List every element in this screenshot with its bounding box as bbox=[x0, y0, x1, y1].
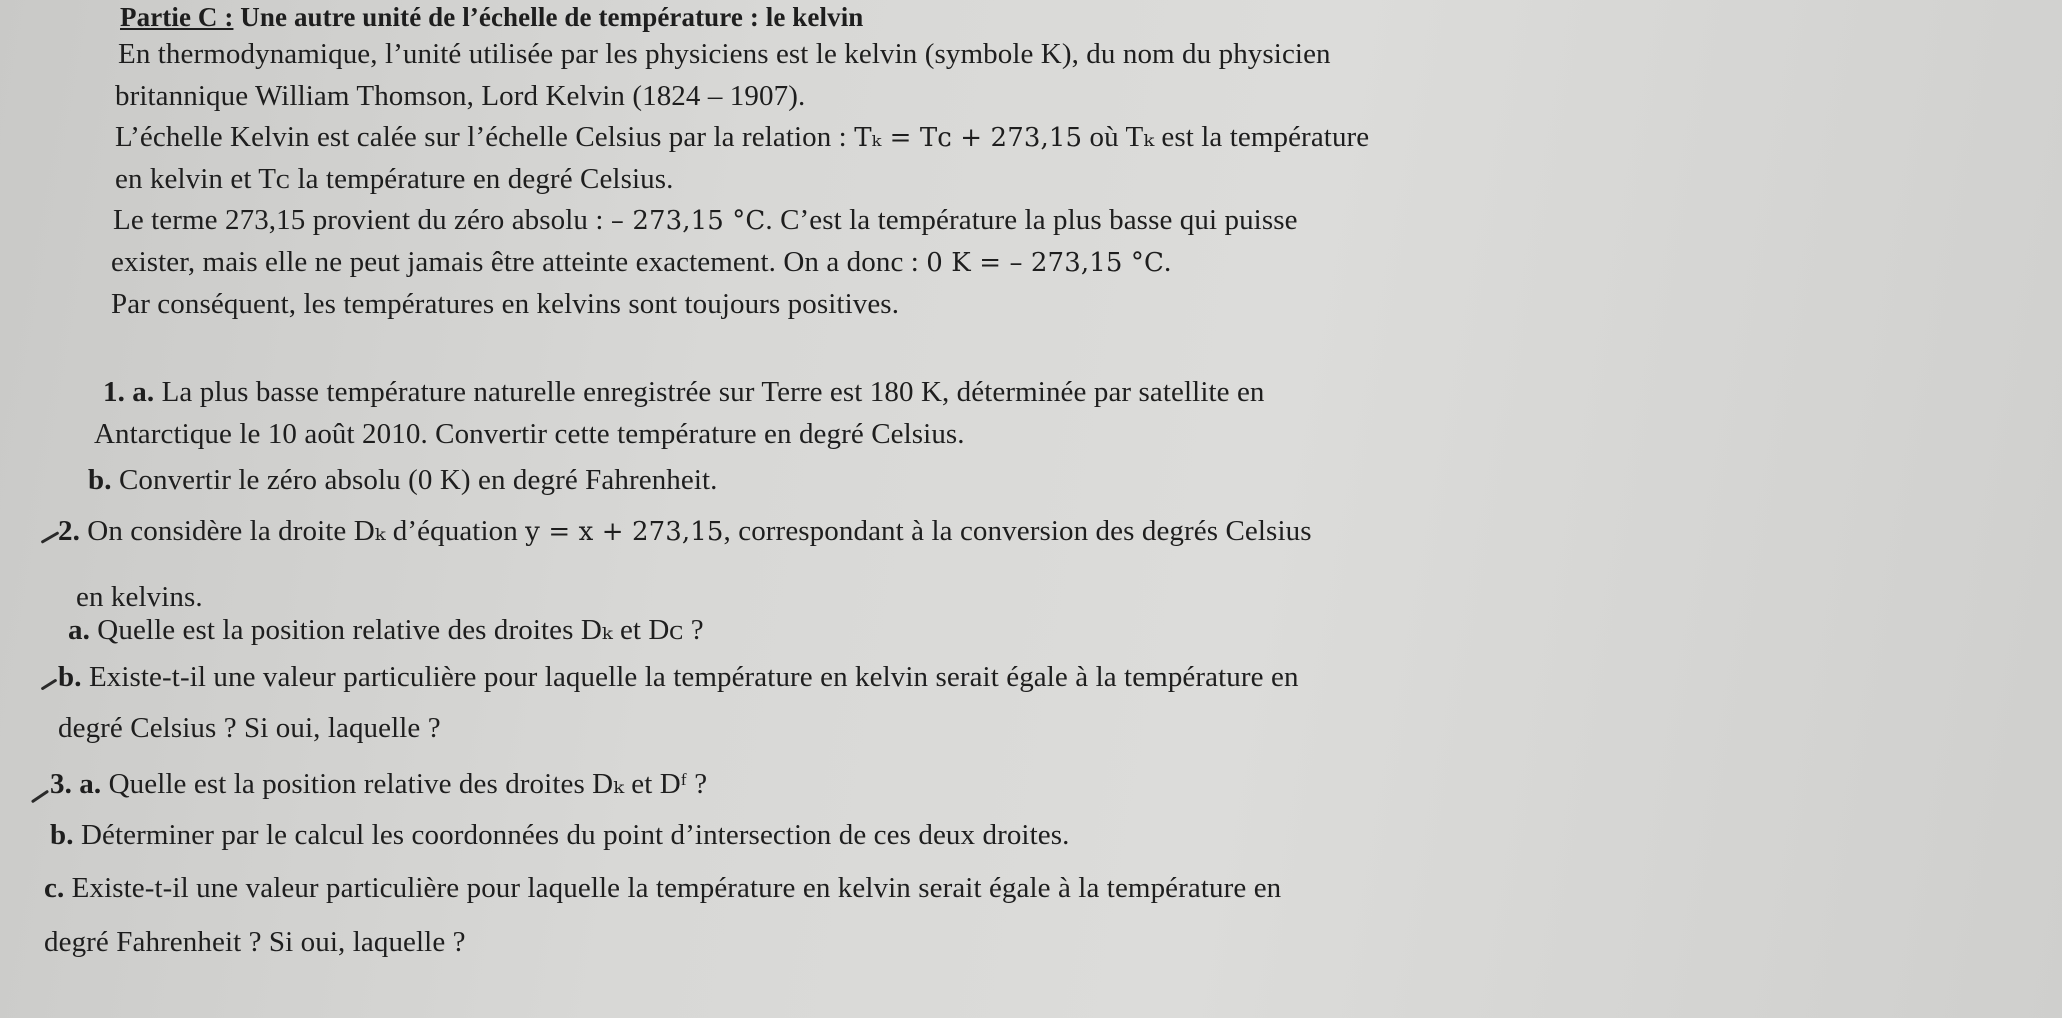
question-2b-text: Existe-t-il une valeur particulière pour laquelle la température en kelvin serait égale à la température en bbox=[81, 661, 1299, 693]
question-2-text-end: , correspondant à la conversion des degrés Celsius bbox=[723, 515, 1312, 547]
absolute-zero-celsius: – 273,15 °C bbox=[610, 206, 766, 236]
question-1a-text: La plus basse température naturelle enregistrée sur Terre est 180 K, déterminée par satellite en bbox=[154, 376, 1265, 408]
question-2a bbox=[68, 616, 704, 645]
pen-mark bbox=[41, 678, 58, 690]
line-dk-equation: y = x + 273,15 bbox=[525, 517, 724, 547]
intro-line-2: britannique William Thomson, Lord Kelvin (1824 – 1907). bbox=[115, 80, 806, 112]
question-2a-text: Quelle est la position relative des droites Dₖ et Dᴄ ? bbox=[89, 614, 704, 646]
question-3a-number: 3. a. bbox=[50, 768, 102, 800]
question-3a bbox=[50, 770, 707, 799]
question-2-cont: en kelvins. bbox=[76, 581, 203, 613]
question-2 bbox=[58, 517, 1312, 546]
intro-line-5 bbox=[113, 206, 1298, 235]
question-1a bbox=[103, 378, 1265, 407]
question-2-text: On considère la droite Dₖ d’équation bbox=[79, 515, 526, 547]
question-1b-text: Convertir le zéro absolu (0 K) en degré Fahrenheit. bbox=[111, 464, 718, 496]
absolute-zero-equation: 0 K = – 273,15 °C bbox=[926, 248, 1164, 278]
intro-line-5-end: . C’est la température la plus basse qui puisse bbox=[765, 204, 1298, 236]
question-3b-number: b. bbox=[50, 819, 74, 851]
question-1b bbox=[88, 466, 718, 495]
intro-line-6-text: exister, mais elle ne peut jamais être atteinte exactement. On a donc : bbox=[111, 246, 927, 278]
question-2a-number: a. bbox=[68, 614, 90, 646]
question-2-number: 2. bbox=[58, 515, 80, 547]
intro-line-3-text: L’échelle Kelvin est calée sur l’échelle Celsius par la relation : bbox=[115, 121, 855, 153]
intro-line-3-end: où Tₖ est la température bbox=[1082, 121, 1370, 153]
question-2b-number: b. bbox=[58, 661, 82, 693]
intro-line-6-end: . bbox=[1163, 246, 1172, 278]
intro-line-7: Par conséquent, les températures en kelvins sont toujours positives. bbox=[111, 288, 900, 320]
section-title bbox=[120, 4, 863, 31]
section-title-text: Une autre unité de l’échelle de température : le kelvin bbox=[233, 2, 864, 32]
question-3b bbox=[50, 821, 1069, 850]
intro-line-5-text: Le terme 273,15 provient du zéro absolu : bbox=[113, 204, 611, 236]
intro-line-1: En thermodynamique, l’unité utilisée par les physiciens est le kelvin (symbole K), du nom du physicien bbox=[118, 38, 1331, 70]
question-3c-text: Existe-t-il une valeur particulière pour laquelle la température en kelvin serait égale à la température en bbox=[64, 872, 1282, 904]
intro-line-4: en kelvin et Tᴄ la température en degré Celsius. bbox=[115, 163, 674, 195]
question-2b-cont: degré Celsius ? Si oui, laquelle ? bbox=[58, 712, 441, 744]
pen-mark bbox=[41, 531, 60, 544]
question-1a-cont: Antarctique le 10 août 2010. Convertir cette température en degré Celsius. bbox=[94, 418, 965, 450]
question-2b bbox=[58, 663, 1299, 692]
question-1a-number: 1. a. bbox=[103, 376, 155, 408]
intro-line-3 bbox=[115, 123, 1369, 152]
pen-mark bbox=[31, 790, 49, 804]
question-3c-cont: degré Fahrenheit ? Si oui, laquelle ? bbox=[44, 926, 466, 958]
question-3a-text: Quelle est la position relative des droites Dₖ et Dᶠ ? bbox=[101, 768, 708, 800]
question-3c-number: c. bbox=[44, 872, 65, 904]
question-3b-text: Déterminer par le calcul les coordonnées du point d’intersection de ces deux droites. bbox=[73, 819, 1070, 851]
kelvin-celsius-relation: Tₖ = Tᴄ + 273,15 bbox=[854, 123, 1083, 153]
intro-line-6 bbox=[111, 248, 1171, 277]
question-1b-number: b. bbox=[88, 464, 112, 496]
section-label: Partie C : bbox=[120, 2, 234, 32]
question-3c bbox=[44, 874, 1281, 903]
